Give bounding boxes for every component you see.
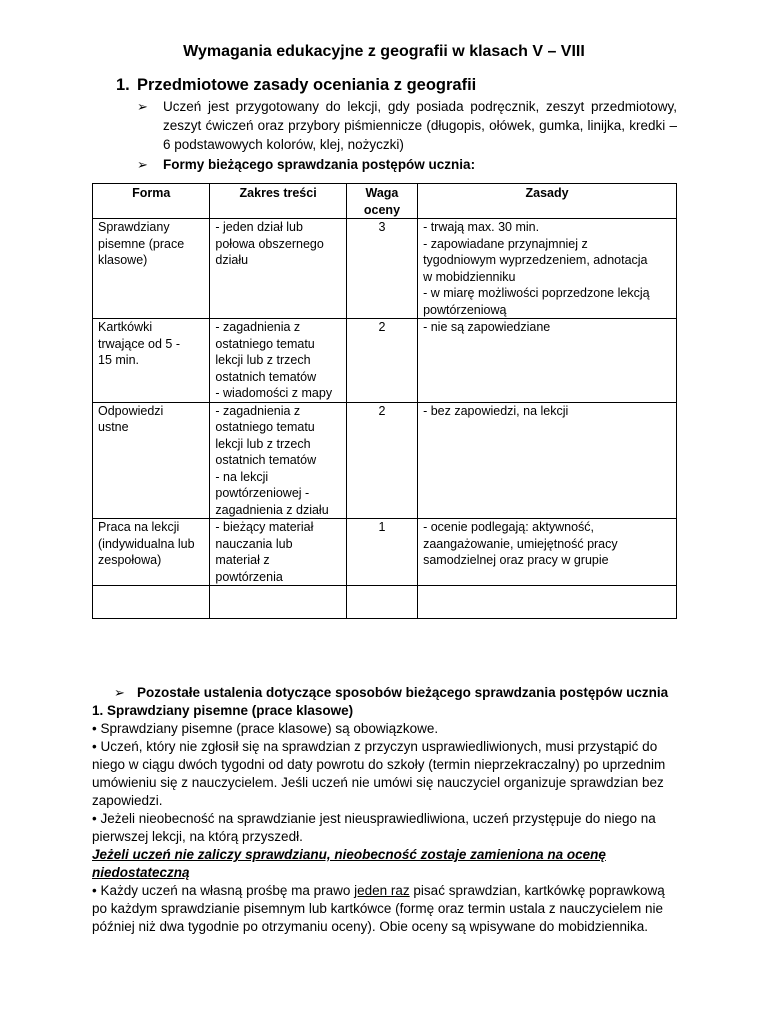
cell-line: trwające od 5 - (98, 336, 180, 351)
table-row (93, 319, 677, 403)
cell-forma (93, 402, 210, 519)
cell-zasady (418, 219, 677, 319)
cell-zasady (418, 519, 677, 586)
cell-line: zaangażowanie, umiejętność pracy (423, 536, 618, 551)
cell-line: powtórzenia (215, 569, 283, 584)
cell-line: - zapowiadane przynajmniej z (423, 236, 588, 251)
header-zakres: Zakres treści (210, 184, 346, 219)
cell-line: - nie są zapowiedziane (423, 320, 551, 334)
arrow-bullet-icon: ➢ (114, 685, 125, 700)
cell-empty (210, 586, 346, 619)
table-row-empty (93, 586, 677, 619)
cell-line: materiał z (215, 553, 270, 567)
cell-line: (indywidualna lub (98, 536, 195, 551)
other-rules-heading-text: Pozostałe ustalenia dotyczące sposobów bieżącego sprawdzania postępów ucznia (137, 685, 669, 700)
warning-failing-grade: Jeżeli uczeń nie zaliczy sprawdzianu, nieobecność zostaje zamieniona na ocenę niedostateczną (92, 847, 606, 880)
cell-empty (346, 586, 417, 619)
cell-empty (418, 586, 677, 619)
header-waga-line2: oceny (363, 202, 401, 217)
cell-line: ostatniego tematu (215, 336, 315, 351)
header-waga-line1: Waga (365, 186, 399, 200)
cell-line: lekcji lub z trzech (215, 353, 311, 367)
cell-line: powtórzeniową (423, 302, 507, 317)
cell-forma (93, 519, 210, 586)
paragraph-mandatory: • Sprawdziany pisemne (prace klasowe) są obowiązkowe. (92, 721, 439, 736)
cell-forma (93, 219, 210, 319)
table-header-row (93, 184, 677, 219)
cell-zakres (210, 319, 346, 403)
cell-waga: 3 (346, 219, 417, 319)
retake-text-before: • Każdy uczeń na własną prośbę ma prawo (92, 883, 355, 898)
cell-line: Sprawdziany (98, 220, 170, 234)
section-heading (116, 76, 476, 95)
arrow-bullet-icon: ➢ (137, 99, 148, 114)
section-number: 1. (116, 76, 130, 94)
cell-line: Praca na lekcji (98, 520, 180, 534)
cell-line: działu (215, 253, 249, 267)
cell-line: tygodniowym wyprzedzeniem, adnotacja (423, 253, 648, 267)
cell-line: - zagadnienia z (215, 320, 301, 334)
cell-line: zagadnienia z działu (215, 502, 329, 517)
cell-line: Odpowiedzi (98, 403, 164, 418)
paragraph-unexcused-absence: • Jeżeli nieobecność na sprawdzianie jest nieusprawiedliwiona, uczeń przystępuje do niego na pierwszej lekcji, na którą przyszedł. (92, 811, 656, 844)
cell-line: ustne (98, 420, 129, 434)
cell-line: - w miarę możliwości poprzedzone lekcją (423, 286, 650, 300)
table-row (93, 402, 677, 519)
table-row (93, 219, 677, 319)
cell-waga: 1 (346, 519, 417, 586)
header-waga (346, 184, 417, 219)
cell-line: ostatniego tematu (215, 420, 315, 434)
section-heading-text: Przedmiotowe zasady oceniania z geografii (137, 76, 477, 94)
cell-line: ostatnich tematów (215, 369, 317, 384)
retake-once-underlined: jeden raz (354, 883, 410, 898)
cell-line: w mobidzienniku (423, 269, 516, 284)
cell-zakres (210, 219, 346, 319)
cell-waga: 2 (346, 402, 417, 519)
cell-line: - na lekcji (215, 469, 269, 484)
cell-line: zespołowa) (98, 553, 162, 567)
paragraph-excused-absence: • Uczeń, który nie zgłosił się na sprawdzian z przyczyn usprawiedliwionych, musi przystąpić do niego w ciągu dwóch tygodni od daty powrotu do szkoły (termin nieprzekraczalny) po uprzednim umówieniu się z nauczycielem. Jeśli uczeń nie umówi się nauczyciel organizuje sprawdzian bez zapowiedzi. (92, 739, 666, 808)
cell-line: - wiadomości z mapy (215, 386, 333, 400)
cell-line: 15 min. (98, 353, 139, 367)
cell-line: - bieżący materiał (215, 520, 314, 534)
cell-line: nauczania lub (215, 536, 293, 551)
cell-empty (93, 586, 210, 619)
table-row (93, 519, 677, 586)
cell-waga: 2 (346, 319, 417, 403)
arrow-bullet-icon: ➢ (137, 157, 148, 172)
cell-line: lekcji lub z trzech (215, 436, 311, 451)
cell-line: samodzielnej oraz pracy w grupie (423, 553, 609, 567)
cell-zasady (418, 319, 677, 403)
bullet-preparation-text: Uczeń jest przygotowany do lekcji, gdy posiada podręcznik, zeszyt przedmiotowy, zeszyt ćwiczeń oraz przybory piśmiennicze (długopis, ołówek, gumka, linijka, kredki – 6 podstawowych kolorów, klej, nożyczki) (163, 99, 677, 152)
document-title: Wymagania edukacyjne z geografii w klasach V – VIII (183, 43, 585, 60)
cell-zakres (210, 519, 346, 586)
cell-line: pisemne (prace (98, 236, 185, 251)
bullet-forms-text: Formy bieżącego sprawdzania postępów ucznia: (163, 157, 476, 172)
paragraph-retake (92, 882, 682, 936)
other-rules-heading (92, 684, 682, 702)
cell-zasady (418, 402, 677, 519)
bullet-preparation (137, 97, 677, 154)
other-rules-section (92, 684, 682, 936)
assessment-table (92, 183, 677, 619)
cell-forma (93, 319, 210, 403)
header-zasady: Zasady (418, 184, 677, 219)
cell-line: - jeden dział lub (215, 220, 303, 234)
bullet-forms (137, 155, 677, 174)
cell-line: - ocenie podlegają: aktywność, (423, 520, 595, 534)
header-forma: Forma (93, 184, 210, 219)
cell-line: Kartkówki (98, 320, 153, 334)
cell-line: - zagadnienia z (215, 403, 301, 418)
cell-line: klasowe) (98, 253, 148, 267)
cell-line: - trwają max. 30 min. (423, 220, 540, 234)
cell-line: powtórzeniowej - (215, 486, 310, 500)
retake-text-after: pisać sprawdzian, kartkówkę poprawkową po każdym sprawdzianie pisemnym lub kartkówce (formę oraz termin ustala z nauczycielem nie później niż dwa tygodnie po otrzymaniu oceny). Obie oceny są wpisywane do mobidziennika. (92, 883, 665, 934)
cell-line: - bez zapowiedzi, na lekcji (423, 403, 569, 418)
cell-line: połowa obszernego (215, 236, 324, 251)
tests-subheading: 1. Sprawdziany pisemne (prace klasowe) (92, 703, 354, 718)
cell-zakres (210, 402, 346, 519)
cell-line: ostatnich tematów (215, 453, 317, 467)
